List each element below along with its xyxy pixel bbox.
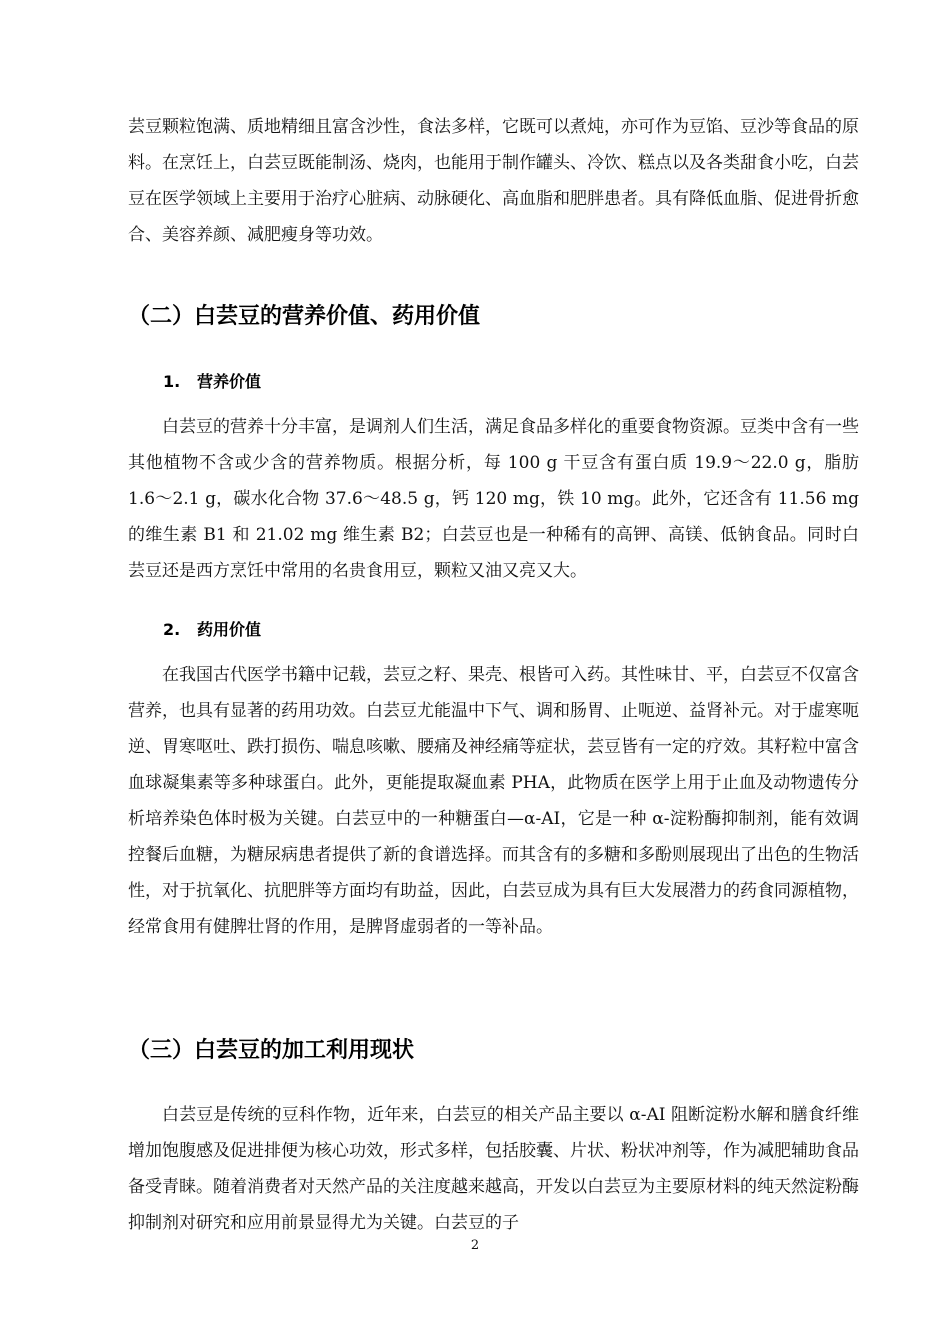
section3-heading: （三）白芸豆的加工利用现状 — [128, 1038, 415, 1063]
sub1-paragraph-block — [128, 409, 859, 589]
section3-paragraph-block — [128, 1097, 859, 1241]
sub2-heading-block — [163, 617, 763, 643]
sub2-number: 2. — [163, 620, 181, 639]
intro-block — [128, 109, 859, 253]
intro-paragraph: 芸豆颗粒饱满、质地精细且富含沙性，食法多样，它既可以煮炖，亦可作为豆馅、豆沙等食品的原料。在烹饪上，白芸豆既能制汤、烧肉，也能用于制作罐头、冷饮、糕点以及各类甜食小吃，白芸豆在医学领域上主要用于治疗心脏病、动脉硬化、高血脂和肥胖患者。具有降低血脂、促进骨折愈合、美容养颜、减肥瘦身等功效。 — [128, 117, 859, 245]
section3-paragraph: 白芸豆是传统的豆科作物，近年来，白芸豆的相关产品主要以 α-AI 阻断淀粉水解和膳食纤维增加饱腹感及促进排便为核心功效，形式多样，包括胶囊、片状、粉状冲剂等，作为减肥辅助食品备受青睐。随着消费者对天然产品的关注度越来越高，开发以白芸豆为主要原材料的纯天然淀粉酶抑制剂对研究和应用前景显得尤为关键。白芸豆的子 — [128, 1105, 859, 1233]
sub1-heading — [163, 369, 763, 395]
sub2-heading — [163, 617, 763, 643]
sub2-title: 药用价值 — [197, 620, 262, 639]
sub1-paragraph: 白芸豆的营养十分丰富，是调剂人们生活，满足食品多样化的重要食物资源。豆类中含有一些其他植物不含或少含的营养物质。根据分析，每 100 g 干豆含有蛋白质 19.9～22.0 g，脂肪 1.6～2.1 g，碳水化合物 37.6～48.5 g，钙 120 mg，铁 10 mg。此外，它还含有 11.56 mg 的维生素 B1 和 21.02 mg 维生素 B2；白芸豆也是一种稀有的高钾、高镁、低钠食品。同时白芸豆还是西方烹饪中常用的名贵食用豆，颗粒又油又亮又大。 — [128, 417, 859, 581]
sub2-paragraph: 在我国古代医学书籍中记载，芸豆之籽、果壳、根皆可入药。其性味甘、平，白芸豆不仅富含营养，也具有显著的药用功效。白芸豆尤能温中下气、调和肠胃、止呃逆、益肾补元。对于虚寒呃逆、胃寒呕吐、跌打损伤、喘息咳嗽、腰痛及神经痛等症状，芸豆皆有一定的疗效。其籽粒中富含血球凝集素等多种球蛋白。此外，更能提取凝血素 PHA，此物质在医学上用于止血及动物遗传分析培养染色体时极为关键。白芸豆中的一种糖蛋白—α-AI，它是一种 α-淀粉酶抑制剂，能有效调控餐后血糖，为糖尿病患者提供了新的食谱选择。而其含有的多糖和多酚则展现出了出色的生物活性，对于抗氧化、抗肥胖等方面均有助益，因此，白芸豆成为具有巨大发展潜力的药食同源植物，经常食用有健脾壮肾的作用，是脾肾虚弱者的一等补品。 — [128, 665, 859, 937]
sub1-title: 营养价值 — [197, 372, 262, 391]
sub2-paragraph-block — [128, 657, 859, 945]
section3-heading-block — [128, 1036, 859, 1066]
sub1-heading-block — [163, 369, 763, 395]
section2-heading-block — [128, 302, 859, 332]
page-number: 2 — [470, 1238, 480, 1253]
section2-heading: （二）白芸豆的营养价值、药用价值 — [128, 304, 481, 329]
sub1-number: 1. — [163, 372, 181, 391]
